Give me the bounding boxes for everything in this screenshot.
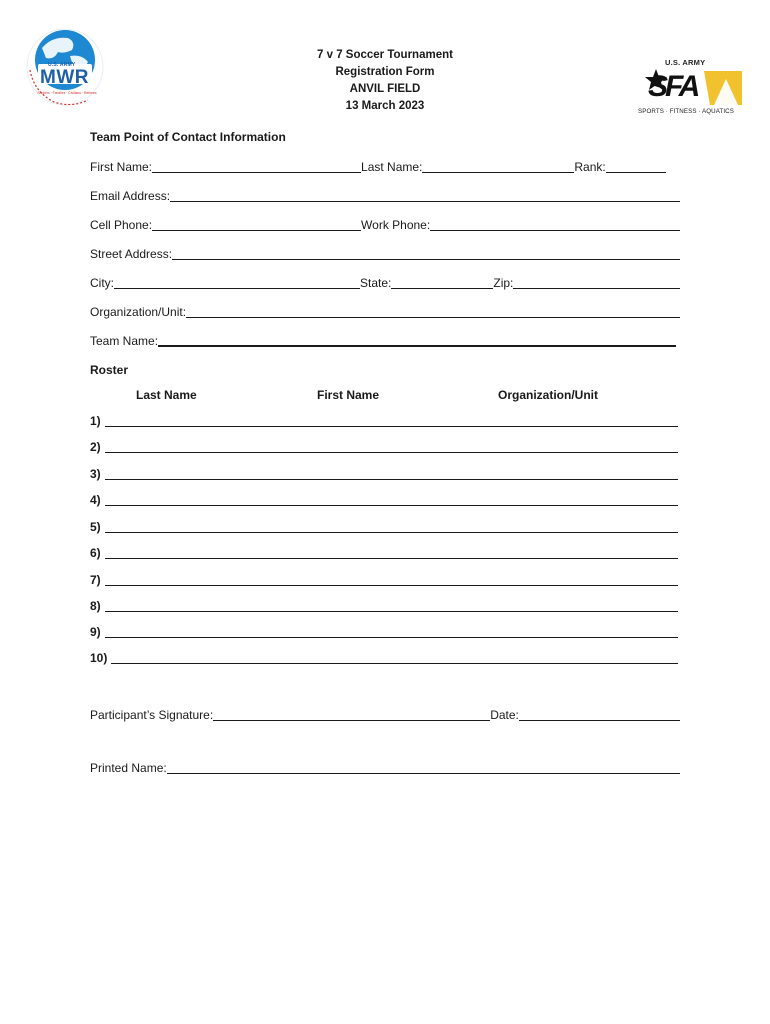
roster-entry-line[interactable] [105, 441, 678, 453]
sfa-logo [638, 58, 748, 120]
work-phone-label: Work Phone: [361, 218, 431, 232]
roster-row-5 [90, 519, 678, 534]
roster-row-6 [90, 545, 678, 560]
email-field[interactable] [170, 189, 680, 202]
email-row [90, 187, 680, 203]
title-line-2: Registration Form [335, 66, 435, 78]
roster-row-9 [90, 624, 678, 639]
cell-phone-label: Cell Phone: [90, 218, 153, 232]
title-line-1: 7 v 7 Soccer Tournament [317, 49, 453, 61]
roster-row-number: 5) [90, 520, 101, 534]
roster-row-10 [90, 650, 678, 665]
city-label: City: [90, 276, 114, 290]
roster-entry-line[interactable] [105, 547, 678, 559]
roster-col-organization: Organization/Unit [498, 388, 598, 402]
date-label: Date: [490, 708, 519, 722]
email-label: Email Address: [90, 189, 171, 203]
roster-entry-line[interactable] [105, 626, 678, 638]
title-line-3: ANVIL FIELD [349, 83, 421, 95]
state-label: State: [360, 276, 392, 290]
roster-row-number: 10) [90, 651, 108, 665]
roster-row-2 [90, 439, 678, 454]
roster-row-number: 4) [90, 493, 101, 507]
roster-row-number: 2) [90, 440, 101, 454]
roster-col-first-name: First Name [317, 388, 380, 402]
signature-field[interactable] [213, 708, 490, 721]
roster-row-number: 1) [90, 414, 101, 428]
printed-name-row [90, 759, 680, 775]
roster-entry-line[interactable] [105, 600, 678, 612]
mwr-top-text: U.S. ARMY [48, 62, 76, 68]
roster-entry-line[interactable] [105, 415, 678, 427]
roster-row-number: 6) [90, 546, 101, 560]
mwr-logo [24, 26, 106, 108]
last-name-field[interactable] [422, 160, 574, 173]
roster-row-3 [90, 466, 678, 481]
form-title-block [260, 47, 510, 115]
roster-row-1 [90, 413, 678, 428]
mwr-main-text: MWR [40, 67, 89, 88]
zip-label: Zip: [493, 276, 514, 290]
org-field[interactable] [186, 305, 680, 318]
contact-heading: Team Point of Contact Information [90, 130, 286, 144]
date-field[interactable] [519, 708, 680, 721]
signature-label: Participant’s Signature: [90, 708, 214, 722]
roster-entry-line[interactable] [111, 652, 678, 664]
mwr-ring-text: Soldiers · Families · Civilians · Retirees [37, 91, 97, 95]
sfa-top-text: U.S. ARMY [665, 58, 706, 67]
roster-row-number: 7) [90, 573, 101, 587]
roster-row-number: 8) [90, 599, 101, 613]
street-row [90, 245, 680, 261]
roster-row-number: 9) [90, 625, 101, 639]
roster-entry-line[interactable] [105, 574, 678, 586]
roster-row-8 [90, 598, 678, 613]
name-row [90, 158, 680, 174]
roster-column-headers [90, 388, 680, 404]
street-field[interactable] [172, 247, 680, 260]
city-row [90, 274, 680, 290]
team-label: Team Name: [90, 334, 159, 348]
state-field[interactable] [391, 276, 493, 289]
roster-entry-line[interactable] [105, 521, 678, 533]
org-row [90, 303, 680, 319]
work-phone-field[interactable] [430, 218, 680, 231]
signature-row [90, 706, 680, 722]
title-line-4: 13 March 2023 [345, 100, 425, 112]
sfa-mark-text: SFA [648, 70, 698, 103]
team-field[interactable] [158, 333, 676, 347]
roster-row-4 [90, 492, 678, 507]
printed-name-label: Printed Name: [90, 761, 167, 775]
roster-heading: Roster [90, 363, 129, 377]
team-row [90, 332, 680, 348]
phone-row [90, 216, 680, 232]
cell-phone-field[interactable] [152, 218, 361, 231]
first-name-field[interactable] [152, 160, 361, 173]
printed-name-field[interactable] [167, 761, 680, 774]
city-field[interactable] [114, 276, 360, 289]
roster-row-7 [90, 572, 678, 587]
roster-entry-line[interactable] [105, 468, 678, 480]
roster-col-last-name: Last Name [136, 388, 197, 402]
roster-entry-line[interactable] [105, 494, 678, 506]
first-name-label: First Name: [90, 160, 153, 174]
org-label: Organization/Unit: [90, 305, 187, 319]
rank-field[interactable] [606, 160, 666, 173]
street-label: Street Address: [90, 247, 173, 261]
zip-field[interactable] [513, 276, 680, 289]
sfa-bottom-text: SPORTS · FITNESS · AQUATICS [638, 108, 734, 115]
rank-label: Rank: [574, 160, 606, 174]
roster-row-number: 3) [90, 467, 101, 481]
last-name-label: Last Name: [361, 160, 423, 174]
